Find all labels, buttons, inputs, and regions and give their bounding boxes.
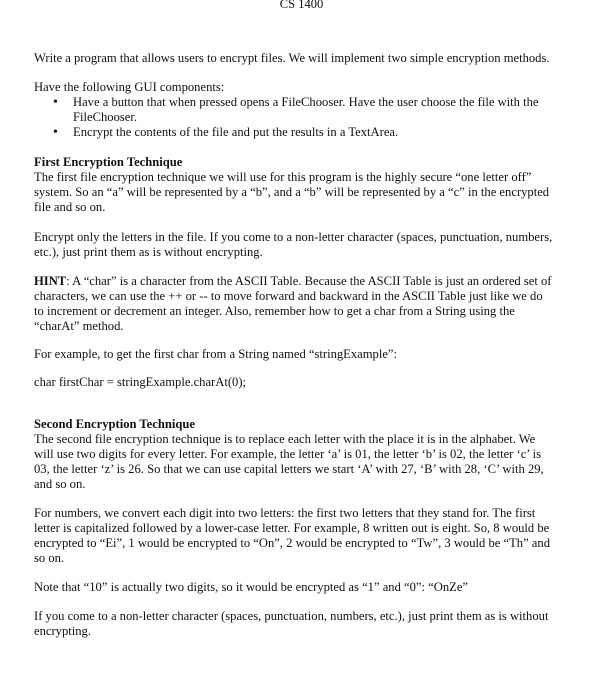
example-intro: For example, to get the first char from a String named “stringExample”: (34, 347, 398, 361)
document-body (34, 51, 554, 639)
second-technique-p2: For numbers, we convert each digit into two letters: the first two letters that they stand for. The first letter is capitalized followed by a lower-case letter. For example, 8 written out is eight. So, 8 would be encrypted to “Ei”, 1 would be encrypted to “On”, 2 would be encrypted to “Tw”, 3 would be “Th” and so on. (34, 506, 550, 565)
first-technique-title: First Encryption Technique (34, 155, 183, 169)
first-technique-p2: Encrypt only the letters in the file. If you come to a non-letter character (spaces, punctuation, numbers, etc.), just print them as is without encrypting. (34, 230, 553, 259)
gui-item-text: Have a button that when pressed opens a FileChooser. Have the user choose the file with the FileChooser. (73, 95, 539, 124)
second-technique-p4: If you come to a non-letter character (spaces, punctuation, numbers, etc.), just print them as is without encrypting. (34, 609, 549, 638)
gui-item-text: Encrypt the contents of the file and put the results in a TextArea. (73, 125, 399, 139)
second-technique-title: Second Encryption Technique (34, 417, 195, 431)
intro-paragraph: Write a program that allows users to encrypt files. We will implement two simple encryption methods. (34, 51, 550, 65)
first-technique-p1: The first file encryption technique we will use for this program is the highly secure “one letter off” system. So an “a” will be represented by a “b”, and a “b” will be represented by a “c” in the encrypted file and so on. (34, 170, 550, 214)
hint-label: HINT (34, 274, 67, 288)
gui-list (34, 95, 554, 140)
gui-heading: Have the following GUI components: (34, 80, 225, 94)
bullet-icon: • (53, 95, 58, 110)
hint-text: : A “char” is a character from the ASCII Table. Because the ASCII Table is just an ordered set of characters, we can use the ++ or -- to move forward and backward in the ASCII Table just like we do to increment or decrement an integer. Also, remember how to get a char from a String using the “charAt” method. (34, 274, 552, 333)
gui-list-item (34, 125, 554, 140)
second-technique-p3: Note that “10” is actually two digits, so it would be encrypted as “1” and “0”: “OnZe” (34, 580, 468, 594)
code-example: char firstChar = stringExample.charAt(0); (34, 375, 247, 389)
page-header: CS 1400 (279, 0, 324, 11)
bullet-icon: • (53, 125, 58, 140)
hint-paragraph (34, 274, 554, 334)
gui-list-item (34, 95, 554, 125)
second-technique-p1: The second file encryption technique is to replace each letter with the place it is in the alphabet. We will use two digits for every letter. For example, the letter ‘a’ is 01, the letter ‘b’ is 02, the letter ‘c’ is 03, the letter ‘z’ is 26. So that we can use capital letters we start ‘A’ with 27, ‘B’ with 28, ‘C’ with 29, and so on. (34, 432, 544, 491)
